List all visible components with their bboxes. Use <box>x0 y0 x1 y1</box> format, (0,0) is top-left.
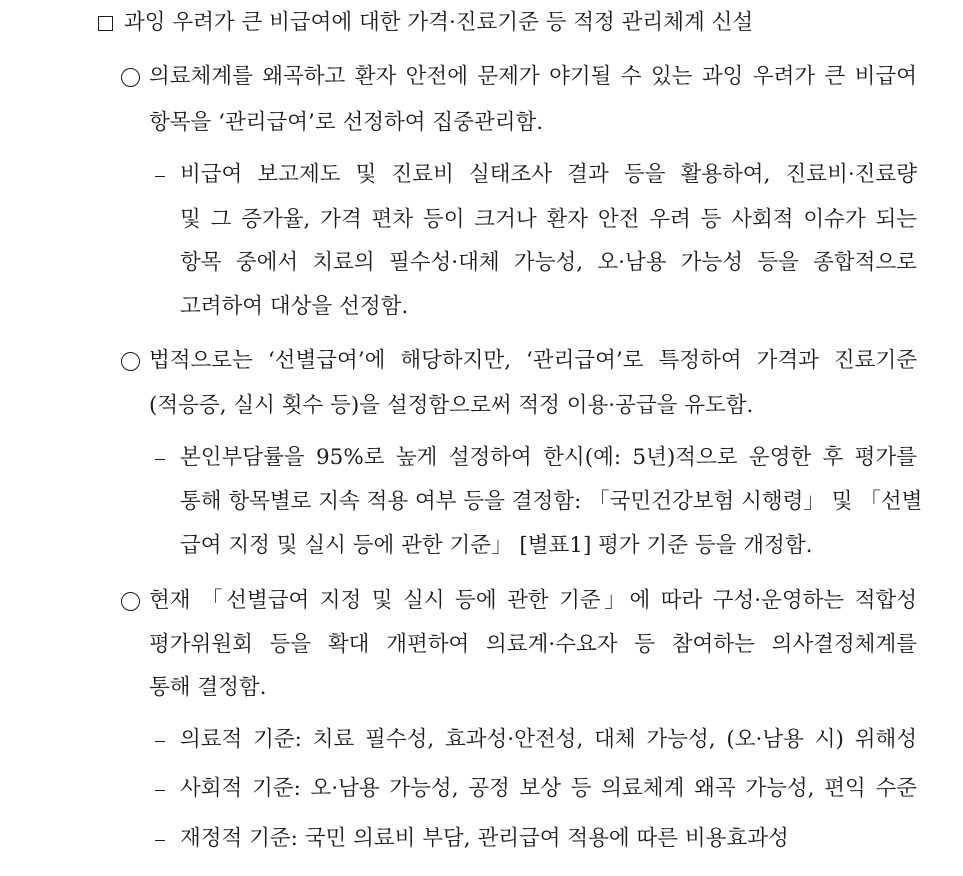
sub-item-line: 급여 지정 및 실시 등에 관한 기준」 [별표1] 평가 기준 등을 개정함. <box>180 533 813 558</box>
sub-item-line: 고려하여 대상을 선정함. <box>180 294 409 319</box>
paragraph-line: 법적으로는 ‘선별급여’에 해당하지만, ‘관리급여’로 특정하여 가격과 진료기준 <box>149 348 917 373</box>
dash-bullet-icon <box>155 176 165 177</box>
paragraph-line: 의료체계를 왜곡하고 환자 안전에 문제가 야기될 수 있는 과잉 우려가 큰 비급여 <box>149 64 917 89</box>
paragraph-line: 평가위원회 등을 확대 개편하여 의료계·수요자 등 참여하는 의사결정체계를 <box>149 632 917 657</box>
paragraph-line: 현재 「선별급여 지정 및 실시 등에 관한 기준」에 따라 구성·운영하는 적합성 <box>149 588 917 613</box>
dash-bullet-icon <box>155 790 165 791</box>
paragraph-line: 통해 결정함. <box>149 675 267 700</box>
paragraph-line: 항목을 ‘관리급여’로 선정하여 집중관리함. <box>149 110 544 135</box>
sub-item-line: 항목 중에서 치료의 필수성·대체 가능성, 오·남용 가능성 등을 종합적으로 <box>180 250 917 275</box>
dash-bullet-icon <box>155 459 165 460</box>
dash-bullet-icon <box>155 840 165 841</box>
sub-item-line: 의료적 기준: 치료 필수성, 효과성·안전성, 대체 가능성, (오·남용 시) 위해성 <box>180 727 917 752</box>
dash-bullet-icon <box>155 741 165 742</box>
sub-item-line: 통해 항목별로 지속 적용 여부 등을 결정함: 「국민건강보험 시행령」 및 「선별 <box>180 489 923 514</box>
sub-item-line: 사회적 기준: 오·남용 가능성, 공정 보상 등 의료체계 왜곡 가능성, 편익 수준 <box>180 776 917 801</box>
sub-item-line: 비급여 보고제도 및 진료비 실태조사 결과 등을 활용하여, 진료비·진료량 <box>180 162 917 187</box>
sub-item-line: 재정적 기준: 국민 의료비 부담, 관리급여 적용에 따른 비용효과성 <box>180 826 789 851</box>
sub-item-line: 및 그 증가율, 가격 편차 등이 크거나 환자 안전 우려 등 사회적 이슈가 되는 <box>180 207 917 232</box>
circle-bullet-icon <box>121 68 140 87</box>
square-box-icon <box>98 16 113 31</box>
circle-bullet-icon <box>121 352 140 371</box>
section-heading: 과잉 우려가 큰 비급여에 대한 가격·진료기준 등 적정 관리체계 신설 <box>124 10 754 35</box>
sub-item-line: 본인부담률을 95%로 높게 설정하여 한시(예: 5년)적으로 운영한 후 평가를 <box>180 445 917 470</box>
circle-bullet-icon <box>121 592 140 611</box>
paragraph-line: (적응증, 실시 횟수 등)을 설정함으로써 적정 이용·공급을 유도함. <box>149 393 754 418</box>
